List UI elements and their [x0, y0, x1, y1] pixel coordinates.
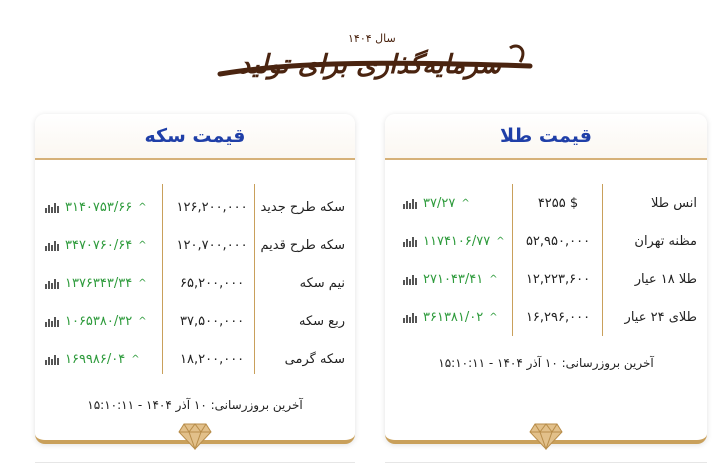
coin-price-card — [35, 114, 355, 444]
gold-price-card — [385, 114, 707, 444]
last-updated: آخرین بروزرسانی: ۱۰ آذر ۱۴۰۴ - ۱۵:۱۰:۱۱ — [438, 356, 654, 370]
item-name: انس طلا — [650, 195, 697, 211]
last-updated: آخرین بروزرسانی: ۱۰ آذر ۱۴۰۴ - ۱۵:۱۰:۱۱ — [87, 398, 303, 412]
item-price: $ ۴۲۵۵ — [537, 195, 579, 211]
change-value: ۳۶۱۳۸۱/۰۲ — [423, 309, 484, 325]
item-name: سکه طرح جدید — [260, 199, 345, 215]
divider — [35, 462, 355, 463]
chevron-up-icon: ^ — [496, 235, 505, 247]
item-name: سکه طرح قدیم — [260, 237, 345, 253]
price-row — [385, 298, 707, 336]
change-value: ۱۶۹۹۸۶/۰۴ — [64, 351, 126, 367]
gold-card-title: قیمت طلا — [500, 125, 592, 147]
price-row — [35, 226, 355, 264]
item-change — [35, 276, 167, 291]
item-name: ربع سکه — [299, 313, 345, 329]
bar-chart-icon[interactable] — [45, 202, 59, 213]
item-price: ۱۲,۲۲۳,۶۰۰ — [525, 271, 591, 287]
item-change — [35, 238, 167, 253]
item-change — [393, 310, 513, 325]
slogan-banner — [200, 12, 540, 102]
chevron-up-icon: ^ — [138, 315, 147, 327]
chevron-up-icon: ^ — [131, 353, 140, 365]
item-change — [35, 200, 167, 215]
item-price: ۱۶,۲۹۶,۰۰۰ — [525, 309, 591, 325]
price-row — [35, 188, 355, 226]
bar-chart-icon[interactable] — [403, 312, 417, 323]
chevron-up-icon: ^ — [138, 277, 147, 289]
item-name: مظنه تهران — [634, 233, 697, 249]
gold-price-list — [385, 184, 707, 336]
item-price: ۱۲۶,۲۰۰,۰۰۰ — [176, 199, 248, 215]
change-value: ۳۷/۲۷ — [423, 195, 456, 211]
price-row — [385, 260, 707, 298]
price-row — [385, 184, 707, 222]
coin-card-header — [35, 114, 355, 160]
change-value: ۳۱۴۰۷۵۳/۶۶ — [64, 199, 133, 215]
item-change — [35, 352, 167, 367]
bar-chart-icon[interactable] — [45, 240, 59, 251]
price-row — [35, 340, 355, 378]
item-name: طلا ۱۸ عیار — [634, 271, 697, 287]
chevron-up-icon: ^ — [138, 239, 147, 251]
bar-chart-icon[interactable] — [45, 354, 59, 365]
item-change — [393, 196, 513, 211]
price-row — [35, 264, 355, 302]
change-value: ۱۱۷۴۱۰۶/۷۷ — [423, 233, 491, 249]
item-price: ۳۷,۵۰۰,۰۰۰ — [180, 313, 245, 329]
item-change — [393, 272, 513, 287]
gold-card-header — [385, 114, 707, 160]
change-value: ۱۳۷۶۳۴۳/۳۴ — [64, 275, 133, 291]
item-name: طلای ۲۴ عیار — [624, 309, 697, 325]
item-change — [35, 314, 167, 329]
chevron-up-icon: ^ — [489, 273, 498, 285]
banner-slogan: سرمایه‌گذاری برای تولید — [238, 50, 502, 80]
chevron-up-icon: ^ — [461, 197, 470, 209]
coin-price-list — [35, 188, 355, 378]
price-row — [35, 302, 355, 340]
item-name: نیم سکه — [299, 275, 345, 291]
divider — [385, 462, 707, 463]
bar-chart-icon[interactable] — [403, 274, 417, 285]
diamond-icon — [178, 422, 212, 450]
price-row — [385, 222, 707, 260]
banner-year: سال ۱۴۰۴ — [348, 32, 396, 45]
change-value: ۳۴۷۰۷۶۰/۶۴ — [64, 237, 133, 253]
coin-card-title: قیمت سکه — [144, 125, 246, 147]
bar-chart-icon[interactable] — [403, 198, 417, 209]
change-value: ۱۰۶۵۳۸۰/۳۲ — [64, 313, 133, 329]
item-name: سکه گرمی — [284, 351, 345, 367]
item-price: ۶۵,۲۰۰,۰۰۰ — [180, 275, 245, 291]
bar-chart-icon[interactable] — [45, 278, 59, 289]
item-change — [393, 234, 513, 249]
item-price: ۱۸,۲۰۰,۰۰۰ — [180, 351, 245, 367]
item-price: ۱۲۰,۷۰۰,۰۰۰ — [176, 237, 248, 253]
chevron-up-icon: ^ — [489, 311, 498, 323]
item-price: ۵۲,۹۵۰,۰۰۰ — [525, 233, 591, 249]
bar-chart-icon[interactable] — [403, 236, 417, 247]
chevron-up-icon: ^ — [138, 201, 147, 213]
diamond-icon — [529, 422, 563, 450]
change-value: ۲۷۱۰۴۳/۴۱ — [423, 271, 484, 287]
bar-chart-icon[interactable] — [45, 316, 59, 327]
